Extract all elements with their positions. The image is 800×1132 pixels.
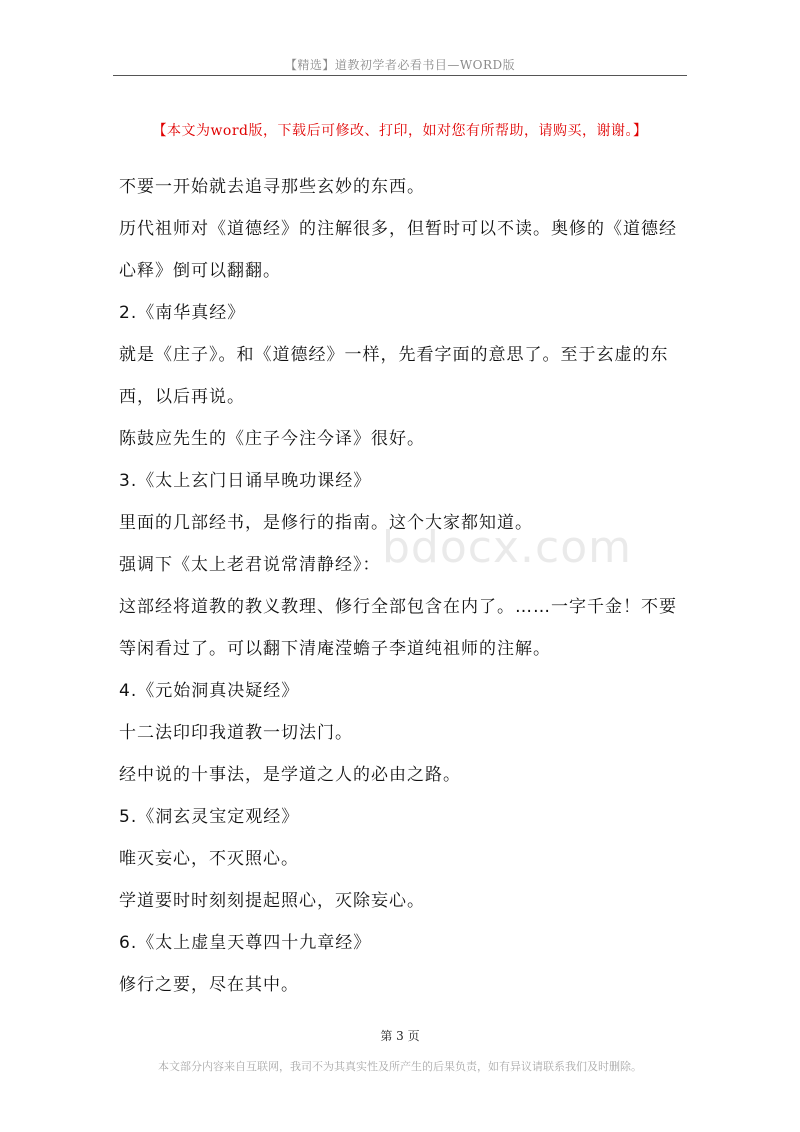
body-paragraph: 历代祖师对《道德经》的注解很多，但暂时可以不读。奥修的《道德经心释》倒可以翻翻。 (119, 219, 677, 281)
document-body (119, 166, 687, 1006)
body-paragraph: 陈鼓应先生的《庄子今注今译》很好。 (119, 429, 425, 449)
section-heading: 2.《南华真经》 (119, 303, 246, 323)
body-paragraph: 十二法印印我道教一切法门。 (119, 723, 353, 743)
body-paragraph: 这部经将道教的教义教理、修行全部包含在内了。……一字千金！不要等闲看过了。可以翻下清庵滢蟾子李道纯祖师的注解。 (119, 597, 677, 659)
footer-disclaimer: 本文部分内容来自互联网，我司不为其真实性及所产生的后果负责，如有异议请联系我们及时删除。 (158, 1060, 642, 1073)
body-paragraph: 修行之要，尽在其中。 (119, 975, 299, 995)
body-paragraph: 就是《庄子》。和《道德经》一样，先看字面的意思了。至于玄虚的东西，以后再说。 (119, 345, 669, 407)
download-notice: 【本文为word版，下载后可修改、打印，如对您有所帮助，请购买，谢谢。】 (152, 123, 648, 139)
body-paragraph: 强调下《太上老君说常清静经》： (119, 555, 381, 575)
header-title: 【精选】道教初学者必看书目—WORD版 (284, 58, 516, 72)
body-paragraph: 里面的几部经书，是修行的指南。这个大家都知道。 (119, 513, 533, 533)
section-heading: 5.《洞玄灵宝定观经》 (119, 807, 300, 827)
section-heading: 6.《太上虚皇天尊四十九章经》 (119, 933, 372, 953)
section-heading: 4.《元始洞真决疑经》 (119, 681, 300, 701)
body-paragraph: 不要一开始就去追寻那些玄妙的东西。 (119, 177, 425, 197)
body-paragraph: 经中说的十事法，是学道之人的必由之路。 (119, 765, 461, 785)
body-paragraph: 学道要时时刻刻提起照心，灭除妄心。 (119, 891, 425, 911)
body-paragraph: 唯灭妄心，不灭照心。 (119, 849, 299, 869)
section-heading: 3.《太上玄门日诵早晚功课经》 (119, 471, 372, 491)
page-number: 第 3 页 (380, 1029, 420, 1043)
watermark: bdocx.com (382, 522, 632, 573)
header-rule (113, 75, 687, 76)
